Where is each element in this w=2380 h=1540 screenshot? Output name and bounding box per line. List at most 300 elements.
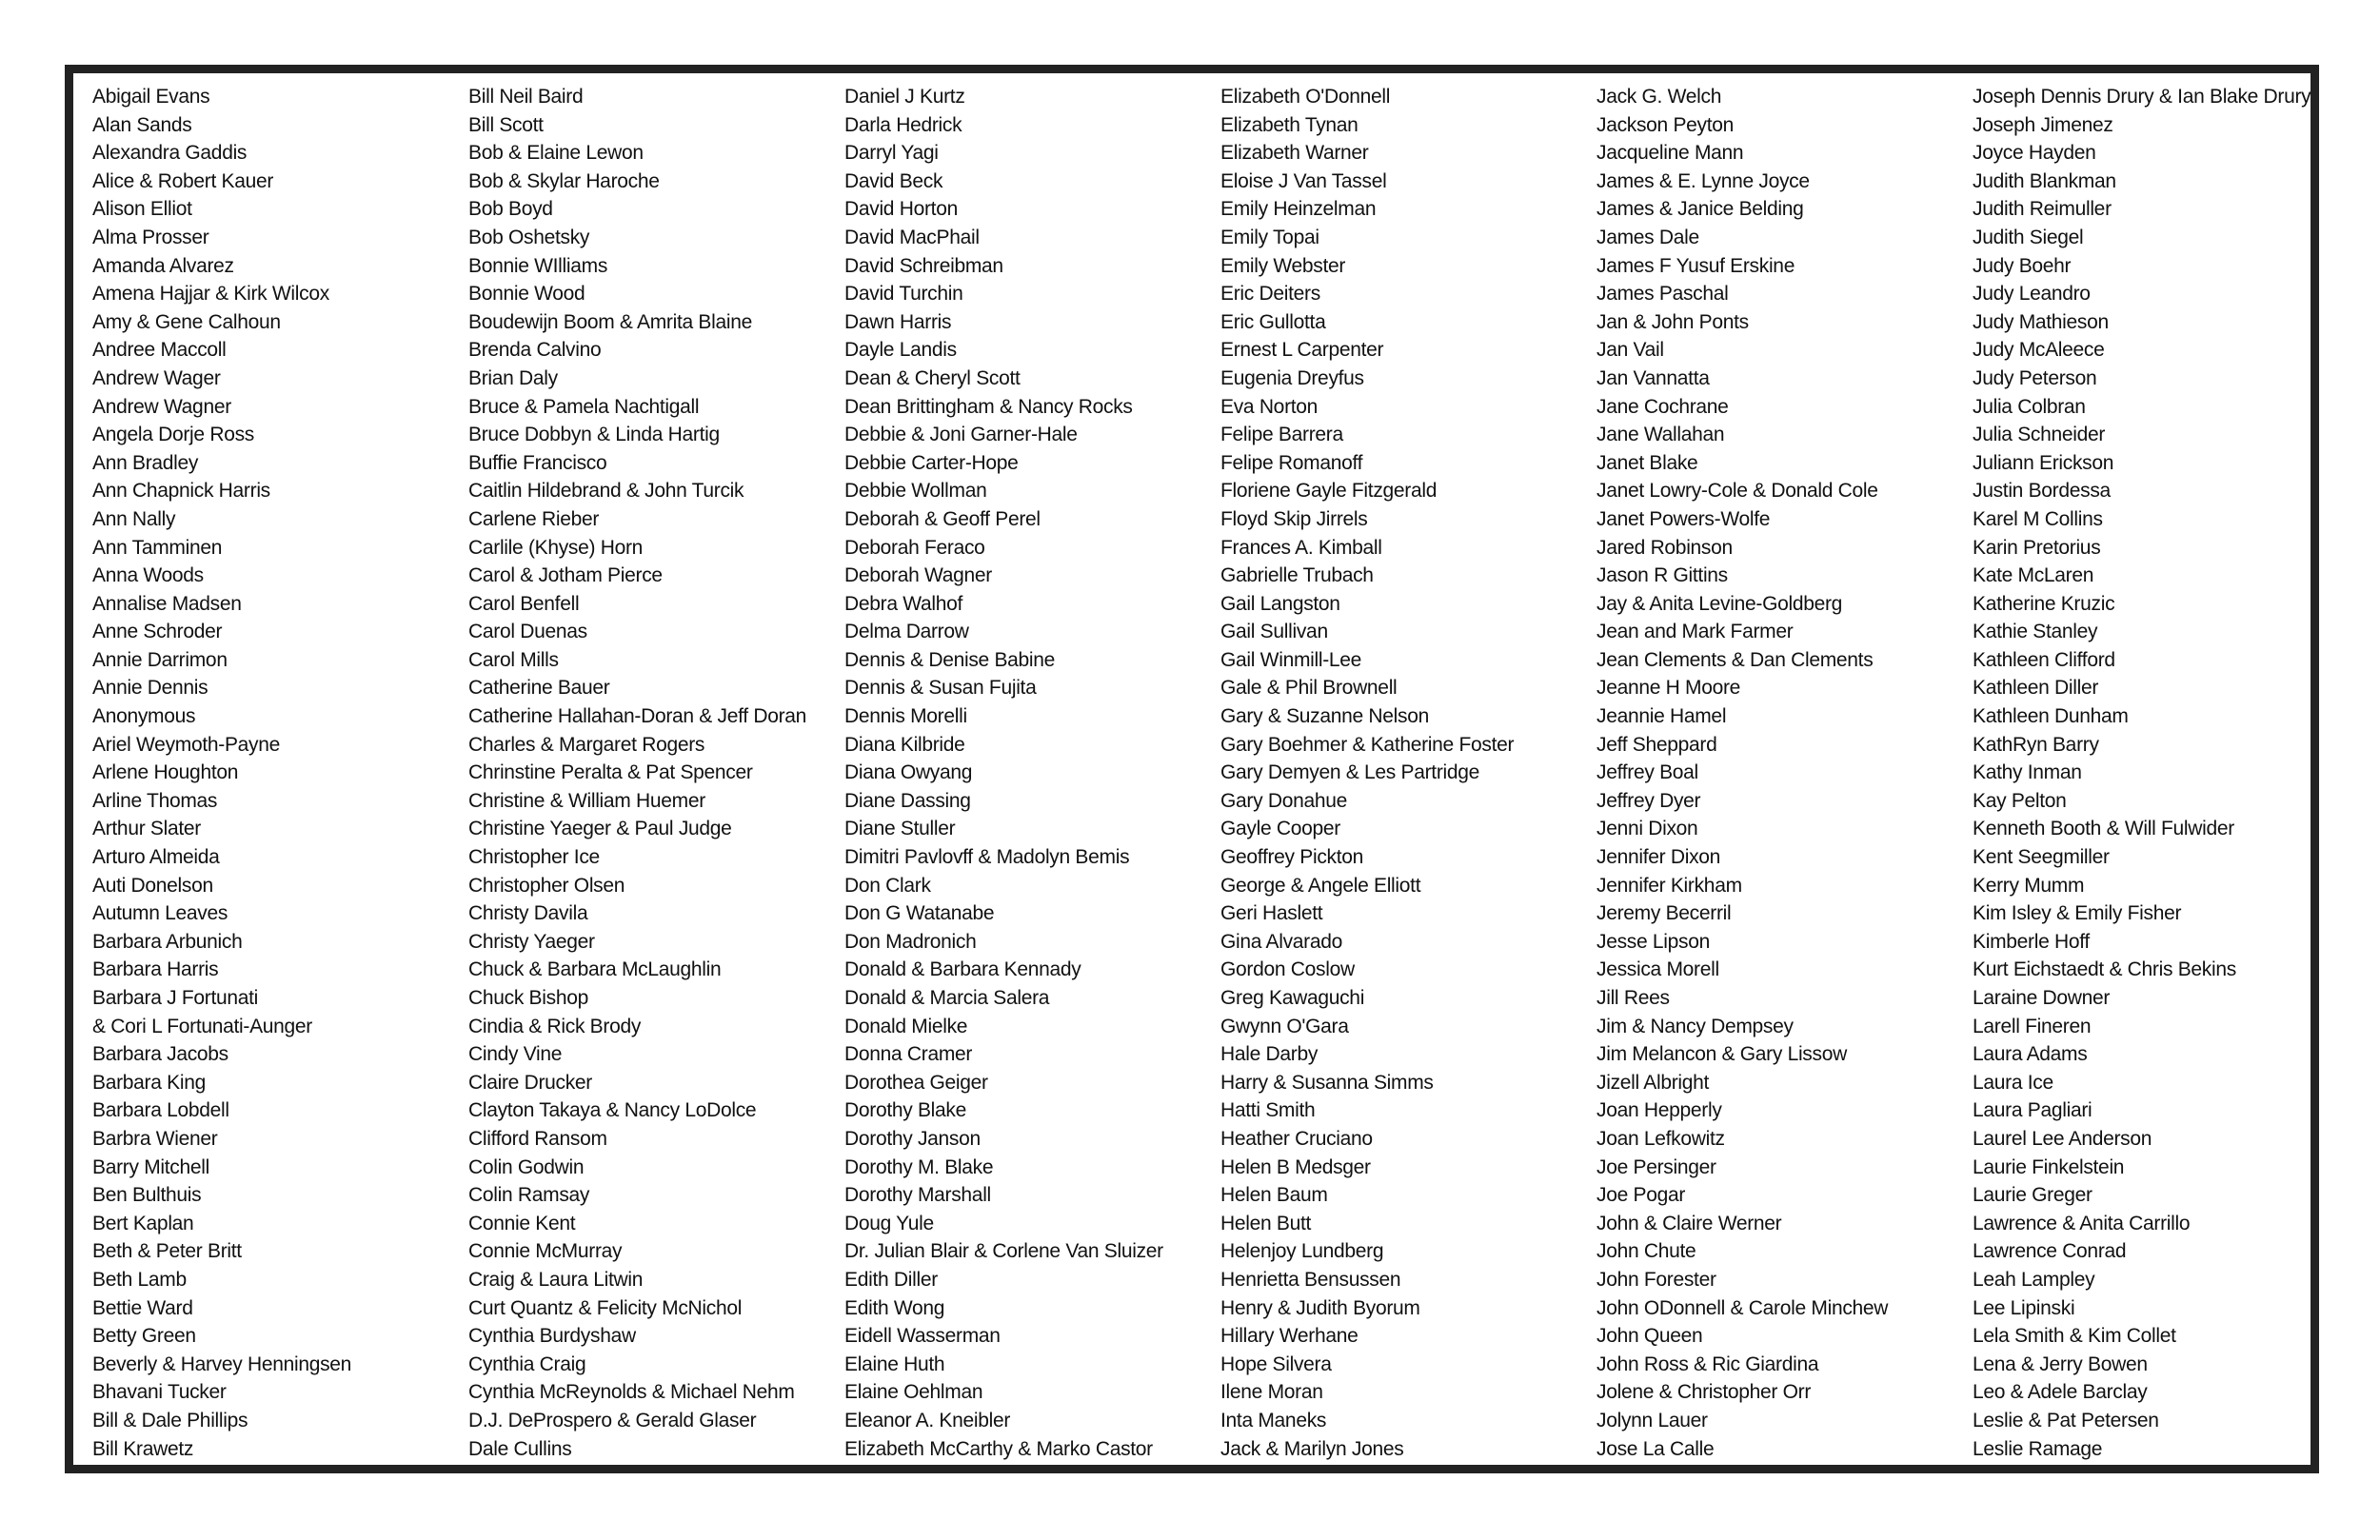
name-entry: Dr. Julian Blair & Corlene Van Sluizer [844,1240,1163,1263]
name-entry: Gail Winmill-Lee [1220,648,1362,671]
name-entry: Kenneth Booth & Will Fulwider [1973,818,2234,840]
name-entry: Kay Pelton [1973,789,2067,812]
name-entry: Deborah Wagner [844,564,992,587]
name-entry: Laura Adams [1973,1043,2088,1066]
name-entry: Bert Kaplan [92,1212,194,1234]
name-entry: Jennifer Dixon [1597,846,1721,869]
name-entry: Ann Tamminen [92,536,223,559]
name-entry: Karin Pretorius [1973,536,2101,559]
name-entry: Laurie Greger [1973,1184,2092,1207]
name-entry: Janet Blake [1597,451,1698,474]
name-entry: Don Madronich [844,930,977,953]
name-entry: Jeannie Hamel [1597,705,1727,728]
name-entry: David Horton [844,198,958,221]
name-entry: Elaine Huth [844,1352,945,1375]
name-entry: Arthur Slater [92,818,201,840]
name-column-3 [844,83,1220,1460]
name-entry: Debbie Wollman [844,480,987,503]
name-entry: Catherine Bauer [468,677,610,700]
name-entry: Lee Lipinski [1973,1296,2075,1319]
name-entry: Lawrence Conrad [1973,1240,2127,1263]
name-entry: Helen B Medsger [1220,1155,1371,1178]
name-entry: Judy Mathieson [1973,310,2109,333]
name-entry: Laura Ice [1973,1071,2053,1094]
name-entry: Brian Daly [468,366,558,389]
name-entry: Dorothea Geiger [844,1071,988,1094]
name-entry: & Cori L Fortunati-Aunger [92,1015,312,1037]
name-entry: Floriene Gayle Fitzgerald [1220,480,1438,503]
name-entry: Bonnie WIlliams [468,254,608,277]
name-entry: Angela Dorje Ross [92,424,254,446]
name-entry: Christopher Ice [468,846,600,869]
name-entry: Justin Bordessa [1973,480,2111,503]
name-entry: Kathleen Dunham [1973,705,2129,728]
name-entry: Arlene Houghton [92,761,239,784]
name-entry: Emily Heinzelman [1220,198,1377,221]
name-entry: Dorothy M. Blake [844,1155,994,1178]
name-entry: Joan Lefkowitz [1597,1127,1725,1150]
name-entry: Curt Quantz & Felicity McNichol [468,1296,743,1319]
name-entry: Boudewijn Boom & Amrita Blaine [468,310,752,333]
name-entry: Christopher Olsen [468,874,625,897]
name-entry: Gina Alvarado [1220,930,1343,953]
name-entry: Lena & Jerry Bowen [1973,1352,2148,1375]
name-entry: Jesse Lipson [1597,930,1710,953]
name-entry: Heather Cruciano [1220,1127,1373,1150]
name-entry: Joe Pogar [1597,1184,1686,1207]
name-entry: Ernest L Carpenter [1220,339,1384,362]
name-entry: Darryl Yagi [844,142,939,165]
name-entry: Catherine Hallahan-Doran & Jeff Doran [468,705,807,728]
name-entry: Buffie Francisco [468,451,607,474]
name-entry: Dayle Landis [844,339,957,362]
name-entry: Helen Baum [1220,1184,1328,1207]
name-entry: Barry Mitchell [92,1155,209,1178]
name-entry: Arturo Almeida [92,846,220,869]
name-entry: Bob & Skylar Haroche [468,169,660,192]
name-entry: Diane Stuller [844,818,956,840]
name-entry: Carol & Jotham Pierce [468,564,663,587]
name-entry: Laura Pagliari [1973,1099,2092,1122]
name-entry: Bonnie Wood [468,283,585,306]
name-entry: Don Clark [844,874,931,897]
name-entry: Donald Mielke [844,1015,968,1037]
name-entry: John ODonnell & Carole Minchew [1597,1296,1889,1319]
name-column-5 [1597,83,1973,1460]
name-entry: Claire Drucker [468,1071,592,1094]
name-entry: Clifford Ransom [468,1127,607,1150]
name-entry: Chuck & Barbara McLaughlin [468,958,722,981]
name-entry: Elizabeth Warner [1220,142,1369,165]
name-entry: Carol Benfell [468,592,580,615]
name-entry: Jan & John Ponts [1597,310,1749,333]
name-entry: Arline Thomas [92,789,218,812]
name-entry: Judy Leandro [1973,283,2091,306]
name-entry: Eric Deiters [1220,283,1320,306]
name-entry: Jared Robinson [1597,536,1733,559]
name-entry: Diana Kilbride [844,733,965,756]
name-entry: Kathleen Clifford [1973,648,2115,671]
name-entry: Barbra Wiener [92,1127,218,1150]
name-entry: Inta Maneks [1220,1409,1327,1431]
name-entry: Donald & Marcia Salera [844,987,1050,1009]
name-entry: Bob & Elaine Lewon [468,142,644,165]
name-entry: Annalise Madsen [92,592,242,615]
name-entry: Chuck Bishop [468,987,588,1009]
name-entry: Anne Schroder [92,621,223,643]
name-entry: Jane Cochrane [1597,395,1729,418]
name-entry: Bill Krawetz [92,1437,194,1460]
name-entry: Barbara Jacobs [92,1043,228,1066]
name-entry: David Turchin [844,283,963,306]
name-entry: Laurel Lee Anderson [1973,1127,2152,1150]
name-entry: Bhavani Tucker [92,1381,227,1404]
name-entry: Caitlin Hildebrand & John Turcik [468,480,744,503]
name-entry: Donald & Barbara Kennady [844,958,1081,981]
name-entry: John Queen [1597,1325,1703,1348]
name-entry: Geri Haslett [1220,902,1323,925]
name-entry: Craig & Laura Litwin [468,1268,644,1291]
name-entry: Andrew Wagner [92,395,231,418]
name-entry: Jan Vannatta [1597,366,1710,389]
name-entry: Annie Dennis [92,677,208,700]
name-entry: John Forester [1597,1268,1716,1291]
name-entry: Bob Boyd [468,198,553,221]
name-entry: Cynthia Craig [468,1352,586,1375]
name-entry: Larell Fineren [1973,1015,2092,1037]
name-entry: Harry & Susanna Simms [1220,1071,1434,1094]
name-entry: Christy Yaeger [468,930,595,953]
name-entry: Ann Nally [92,507,176,530]
name-entry: Kathy Inman [1973,761,2082,784]
name-entry: Kathleen Diller [1973,677,2099,700]
name-entry: Joan Hepperly [1597,1099,1722,1122]
name-entry: Gayle Cooper [1220,818,1340,840]
name-entry: Debbie Carter-Hope [844,451,1019,474]
name-entry: Hope Silvera [1220,1352,1332,1375]
name-entry: Henrietta Bensussen [1220,1268,1401,1291]
name-entry: Judith Reimuller [1973,198,2112,221]
name-entry: Dawn Harris [844,310,952,333]
name-entry: Jackson Peyton [1597,113,1735,136]
name-entry: Dorothy Blake [844,1099,966,1122]
name-entry: Laraine Downer [1973,987,2111,1009]
name-entry: Auti Donelson [92,874,213,897]
name-entry: David Beck [844,169,943,192]
name-entry: John Chute [1597,1240,1696,1263]
name-entry: Dennis Morelli [844,705,967,728]
name-entry: Jack G. Welch [1597,86,1722,108]
name-columns [92,83,2311,1460]
name-entry: Jane Wallahan [1597,424,1725,446]
name-entry: Charles & Margaret Rogers [468,733,705,756]
name-entry: Barbara Harris [92,958,219,981]
name-entry: Dennis & Denise Babine [844,648,1056,671]
name-entry: Jeff Sheppard [1597,733,1717,756]
name-entry: Cynthia Burdyshaw [468,1325,636,1348]
name-entry: Gwynn O'Gara [1220,1015,1349,1037]
name-entry: Jessica Morell [1597,958,1719,981]
name-entry: Henry & Judith Byorum [1220,1296,1420,1319]
name-entry: Gary Donahue [1220,789,1347,812]
name-entry: Elaine Oehlman [844,1381,983,1404]
name-entry: Frances A. Kimball [1220,536,1382,559]
name-entry: Colin Godwin [468,1155,585,1178]
name-entry: Cynthia McReynolds & Michael Nehm [468,1381,795,1404]
name-entry: Jill Rees [1597,987,1670,1009]
name-entry: Beth Lamb [92,1268,187,1291]
name-entry: Kent Seegmiller [1973,846,2110,869]
name-entry: Juliann Erickson [1973,451,2114,474]
name-entry: Eugenia Dreyfus [1220,366,1364,389]
name-entry: Gary Demyen & Les Partridge [1220,761,1480,784]
name-entry: Bruce & Pamela Nachtigall [468,395,700,418]
name-entry: Ben Bulthuis [92,1184,202,1207]
name-entry: Hatti Smith [1220,1099,1316,1122]
name-entry: Karel M Collins [1973,507,2103,530]
name-entry: Abigail Evans [92,86,210,108]
name-entry: Barbara J Fortunati [92,987,259,1009]
name-entry: Gail Sullivan [1220,621,1328,643]
name-entry: John Ross & Ric Giardina [1597,1352,1819,1375]
name-entry: KathRyn Barry [1973,733,2099,756]
name-entry: Joe Persinger [1597,1155,1716,1178]
name-entry: Felipe Barrera [1220,424,1343,446]
name-entry: Judy Peterson [1973,366,2097,389]
name-entry: Colin Ramsay [468,1184,590,1207]
name-entry: Doug Yule [844,1212,934,1234]
name-entry: Cindia & Rick Brody [468,1015,642,1037]
name-entry: Betty Green [92,1325,196,1348]
name-entry: Autumn Leaves [92,902,228,925]
name-entry: Judith Blankman [1973,169,2116,192]
name-entry: Dean Brittingham & Nancy Rocks [844,395,1133,418]
name-entry: Barbara King [92,1071,206,1094]
name-entry: Andrew Wager [92,366,221,389]
name-entry: Jeffrey Boal [1597,761,1698,784]
name-entry: Felipe Romanoff [1220,451,1363,474]
name-entry: Deborah Feraco [844,536,985,559]
name-entry: Christine Yaeger & Paul Judge [468,818,732,840]
name-entry: Ann Bradley [92,451,199,474]
name-entry: Beth & Peter Britt [92,1240,242,1263]
name-entry: Greg Kawaguchi [1220,987,1365,1009]
name-entry: Clayton Takaya & Nancy LoDolce [468,1099,757,1122]
name-entry: Debra Walhof [844,592,963,615]
name-entry: Hillary Werhane [1220,1325,1359,1348]
name-entry: Emily Topai [1220,226,1319,248]
name-entry: Diane Dassing [844,789,971,812]
name-entry: James & E. Lynne Joyce [1597,169,1810,192]
name-entry: John & Claire Werner [1597,1212,1782,1234]
name-entry: Julia Colbran [1973,395,2086,418]
name-entry: Bettie Ward [92,1296,193,1319]
name-entry: Helen Butt [1220,1212,1312,1234]
name-entry: Diana Owyang [844,761,973,784]
name-entry: James Dale [1597,226,1699,248]
name-entry: Jay & Anita Levine-Goldberg [1597,592,1843,615]
name-entry: Elizabeth O'Donnell [1220,86,1391,108]
name-entry: Edith Wong [844,1296,945,1319]
name-entry: Bob Oshetsky [468,226,590,248]
name-entry: Anonymous [92,705,196,728]
name-entry: Connie Kent [468,1212,576,1234]
name-entry: Helenjoy Lundberg [1220,1240,1384,1263]
name-entry: Jean and Mark Farmer [1597,621,1794,643]
name-entry: D.J. DeProspero & Gerald Glaser [468,1409,757,1431]
name-entry: Barbara Arbunich [92,930,243,953]
name-entry: Connie McMurray [468,1240,623,1263]
name-entry: Andree Maccoll [92,339,227,362]
name-entry: Dorothy Marshall [844,1184,991,1207]
name-entry: Barbara Lobdell [92,1099,229,1122]
name-entry: Delma Darrow [844,621,969,643]
name-entry: Darla Hedrick [844,113,962,136]
name-entry: Debbie & Joni Garner-Hale [844,424,1078,446]
name-entry: Elizabeth Tynan [1220,113,1359,136]
name-entry: Joyce Hayden [1973,142,2096,165]
name-entry: Gordon Coslow [1220,958,1355,981]
name-entry: Beverly & Harvey Henningsen [92,1352,352,1375]
name-entry: David MacPhail [844,226,980,248]
name-entry: Katherine Kruzic [1973,592,2115,615]
name-entry: Judy McAleece [1973,339,2105,362]
name-entry: Joseph Jimenez [1973,113,2113,136]
name-entry: Amanda Alvarez [92,254,234,277]
name-entry: Eleanor A. Kneibler [844,1409,1011,1431]
name-entry: Joseph Dennis Drury & Ian Blake Drury [1973,86,2311,108]
name-entry: Carol Duenas [468,621,587,643]
name-entry: Janet Lowry-Cole & Donald Cole [1597,480,1878,503]
name-entry: Alice & Robert Kauer [92,169,274,192]
name-entry: Bill Scott [468,113,544,136]
name-entry: Dennis & Susan Fujita [844,677,1037,700]
name-entry: Ilene Moran [1220,1381,1323,1404]
name-entry: Jan Vail [1597,339,1664,362]
name-entry: Eloise J Van Tassel [1220,169,1387,192]
name-entry: Don G Watanabe [844,902,995,925]
name-entry: Kurt Eichstaedt & Chris Bekins [1973,958,2236,981]
name-entry: Alexandra Gaddis [92,142,248,165]
name-entry: Dorothy Janson [844,1127,981,1150]
name-entry: Jason R Gittins [1597,564,1728,587]
name-entry: Kimberle Hoff [1973,930,2090,953]
name-entry: James Paschal [1597,283,1729,306]
name-entry: Deborah & Geoff Perel [844,507,1041,530]
name-entry: Kim Isley & Emily Fisher [1973,902,2182,925]
name-entry: Jenni Dixon [1597,818,1698,840]
name-column-6 [1973,83,2349,1460]
name-entry: Lawrence & Anita Carrillo [1973,1212,2191,1234]
name-entry: Emily Webster [1220,254,1346,277]
name-entry: Carlile (Khyse) Horn [468,536,644,559]
name-entry: Bill Neil Baird [468,86,584,108]
name-entry: Jolynn Lauer [1597,1409,1708,1431]
name-entry: Jacqueline Mann [1597,142,1744,165]
name-entry: Gary Boehmer & Katherine Foster [1220,733,1515,756]
name-entry: Carlene Rieber [468,507,600,530]
name-entry: Edith Diller [844,1268,938,1291]
name-entry: Donna Cramer [844,1043,973,1066]
name-entry: Jose La Calle [1597,1437,1715,1460]
name-entry: Janet Powers-Wolfe [1597,507,1771,530]
name-entry: Amy & Gene Calhoun [92,310,281,333]
name-entry: Leslie Ramage [1973,1437,2103,1460]
name-entry: Laurie Finkelstein [1973,1155,2125,1178]
name-entry: Kate McLaren [1973,564,2094,587]
name-entry: Kerry Mumm [1973,874,2085,897]
name-entry: Jeremy Becerril [1597,902,1732,925]
name-entry: Elizabeth McCarthy & Marko Castor [844,1437,1153,1460]
name-entry: Gary & Suzanne Nelson [1220,705,1429,728]
name-entry: Julia Schneider [1973,424,2106,446]
name-entry: Eva Norton [1220,395,1319,418]
name-entry: Brenda Calvino [468,339,602,362]
name-column-2 [468,83,844,1460]
name-list-frame [65,65,2319,1473]
name-entry: Leo & Adele Barclay [1973,1381,2148,1404]
name-entry: Bill & Dale Phillips [92,1409,248,1431]
name-entry: Jennifer Kirkham [1597,874,1742,897]
name-entry: Gail Langston [1220,592,1340,615]
name-entry: James F Yusuf Erskine [1597,254,1795,277]
name-entry: Christy Davila [468,902,588,925]
name-entry: Christine & William Huemer [468,789,705,812]
name-entry: Gale & Phil Brownell [1220,677,1398,700]
name-entry: Jeanne H Moore [1597,677,1741,700]
name-entry: Daniel J Kurtz [844,86,965,108]
name-entry: Hale Darby [1220,1043,1319,1066]
name-entry: Jim Melancon & Gary Lissow [1597,1043,1847,1066]
name-entry: Geoffrey Pickton [1220,846,1364,869]
name-entry: Judy Boehr [1973,254,2072,277]
name-entry: Annie Darrimon [92,648,228,671]
name-entry: Lela Smith & Kim Collet [1973,1325,2176,1348]
name-entry: Dimitri Pavlovff & Madolyn Bemis [844,846,1130,869]
name-entry: Bruce Dobbyn & Linda Hartig [468,424,720,446]
name-entry: Ariel Weymoth-Payne [92,733,280,756]
name-entry: Carol Mills [468,648,559,671]
name-entry: Kathie Stanley [1973,621,2098,643]
name-entry: Jim & Nancy Dempsey [1597,1015,1794,1037]
name-entry: Floyd Skip Jirrels [1220,507,1368,530]
name-entry: Jeffrey Dyer [1597,789,1701,812]
name-entry: Eidell Wasserman [844,1325,1001,1348]
name-entry: Alan Sands [92,113,192,136]
name-entry: Jizell Albright [1597,1071,1710,1094]
name-column-4 [1220,83,1597,1460]
name-entry: Judith Siegel [1973,226,2084,248]
name-entry: George & Angele Elliott [1220,874,1421,897]
name-entry: Amena Hajjar & Kirk Wilcox [92,283,329,306]
name-entry: Chrinstine Peralta & Pat Spencer [468,761,753,784]
name-entry: Dale Cullins [468,1437,572,1460]
name-entry: Dean & Cheryl Scott [844,366,1021,389]
name-entry: Ann Chapnick Harris [92,480,270,503]
name-entry: Jean Clements & Dan Clements [1597,648,1874,671]
name-entry: Jack & Marilyn Jones [1220,1437,1404,1460]
name-entry: Alma Prosser [92,226,209,248]
name-column-1 [92,83,468,1460]
name-entry: Eric Gullotta [1220,310,1326,333]
name-entry: Cindy Vine [468,1043,563,1066]
name-entry: Jolene & Christopher Orr [1597,1381,1812,1404]
name-entry: Leslie & Pat Petersen [1973,1409,2159,1431]
name-entry: James & Janice Belding [1597,198,1804,221]
name-entry: David Schreibman [844,254,1003,277]
name-entry: Gabrielle Trubach [1220,564,1374,587]
name-entry: Anna Woods [92,564,204,587]
